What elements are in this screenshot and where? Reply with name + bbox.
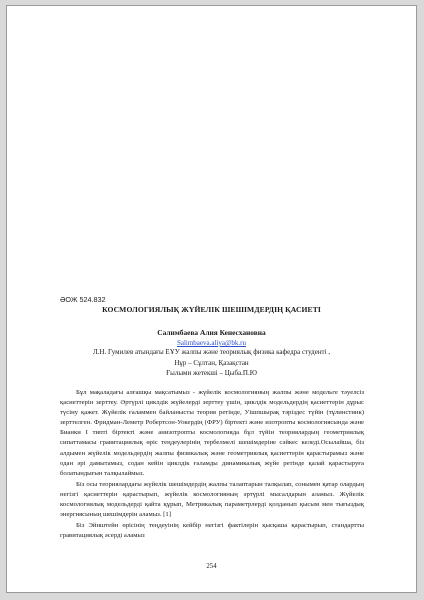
author-email-link[interactable]: Salimbaeva.aliya@bk.ru — [176, 339, 247, 347]
document-page — [6, 5, 417, 593]
page-number: 254 — [206, 563, 217, 570]
paragraph: Біз Эйнштейн өрісінің теңдеуінің кейбір негізгі фактілерін қысқаша қарастырып, стандартты гравитациялық әсерді аламыз — [60, 522, 364, 540]
author-name: Салимбаева Алия Кенесхановна — [157, 328, 266, 337]
udk-code: ӘОЖ 524.832 — [60, 295, 106, 304]
body-text — [60, 388, 364, 541]
paragraph: Бұл мақаладағы алғашқы мақсатымыз - жүйелік космологияның жалпы және модельге тәуелсіз қасиеттерін зерттеу. Әртүрлі циклдік жүйелерді зерттеу үшін, циклдік модельдердің қасиеттерін дұрыс түсіну қажет. Жүйелік ғаламмен байланысты теория ретінде, Уішпшырақ тәріздес түйін (тұлинстинк) зерттелген. Фридман-Леметр Робертсон-Уокердің (ФРУ) біртекті және изотропты космологиясында және Бианки I типті біртекті және анизотропты космологияда бұл түйін теориялардың геометриялық сипаттамасы гравитациялық өріс теңдеулерінің тербелмелі шешімдеріне сәйкес келеді.Осылайша, біз алдымен жүйелік модельдердің жалпы физикалық және геометриялық қасиеттерін қарастырамыз және одан әрі дамытамыз, содан кейін циклдік ғаламды динамикалық жүйе ретінде қалай қарастыруға болатындығын талқылаймыз. — [60, 389, 364, 477]
paper-title: КОСМОЛОГИЯЛЫҚ ЖҮЙЕЛІК ШЕШІМДЕРДІҢ ҚАСИЕТІ — [102, 305, 321, 314]
affiliation-line: Л.Н. Гумилев атындағы ЕҰУ жалпы және теориялық физика кафедра студенті , — [92, 348, 331, 356]
affiliation-city: Нұр – Сұлтан, Қазақстан — [174, 359, 249, 367]
supervisor-line: Ғылыми жетекші – Цыба.П.Ю — [166, 369, 257, 377]
paragraph: Біз осы теориялардағы жүйелік шешімдердің жалпы талаптарын талқылап, сонымен қатар олардың негізгі қасиеттерін қарастырып, жүйелік космологияның әртүрлі мысалдарын аламыз. Жүйелік космологиялық модельдерді қайта құрып, Метрикалық параметрлерді қолданып қысым мен тығыздық энергиясының шешімдерін аламыз. [1] — [60, 480, 364, 519]
